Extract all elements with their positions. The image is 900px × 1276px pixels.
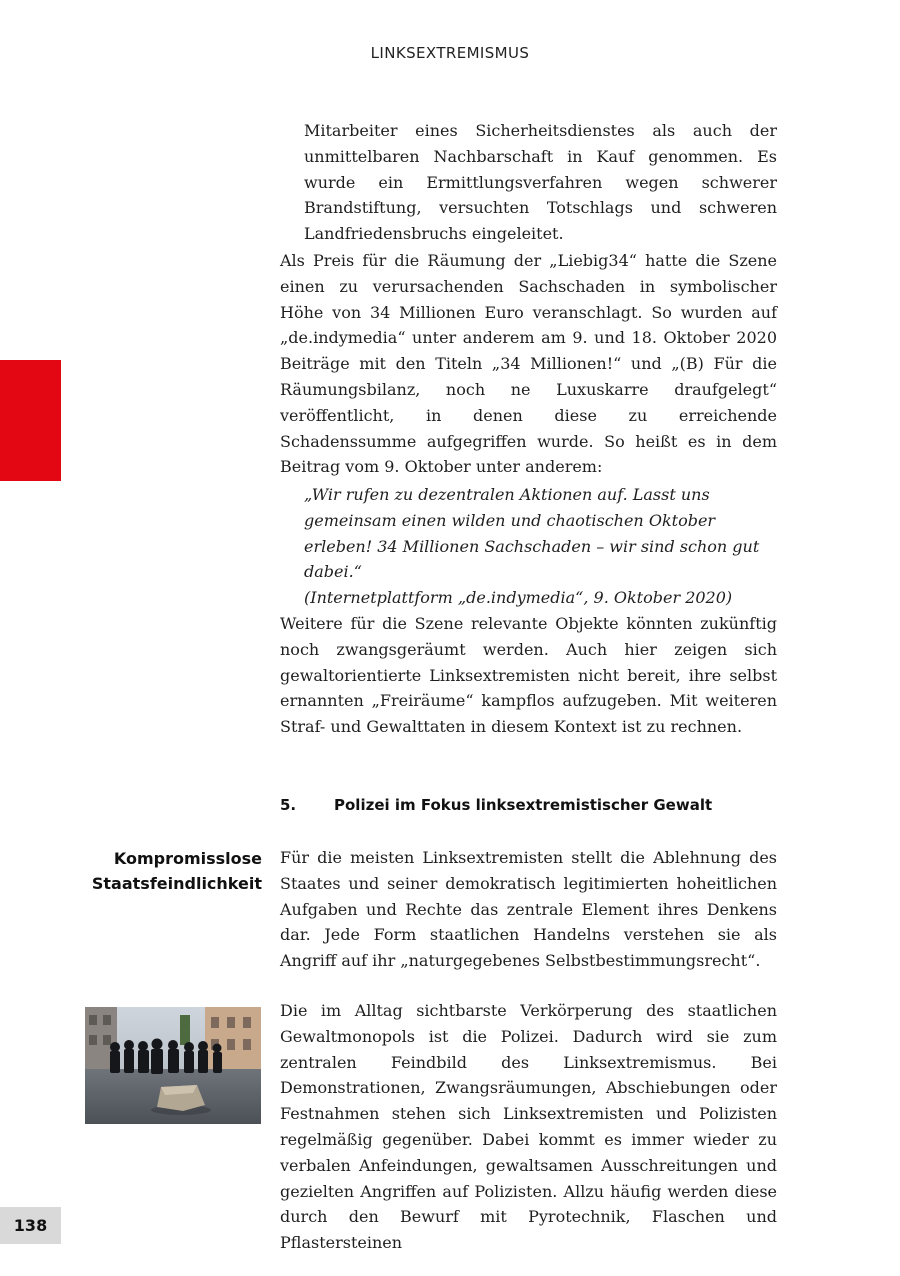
police-photo-illustration bbox=[85, 1007, 261, 1124]
paragraph-staatsfeindlichkeit: Für die meisten Linksextremisten stellt die Ablehnung des Staates und seiner demokratisch legitimierten hoheitlichen Aufgaben und Rechte das zentrale Element ihres Denkens dar. Jede Form staatlichen Handelns verstehen sie als Angriff auf ihr „naturgegebenes Selbstbestimmungsrecht“. bbox=[280, 848, 777, 971]
margin-note-line1: Kompromisslose bbox=[113, 849, 262, 868]
page-number: 138 bbox=[0, 1207, 61, 1244]
section-number: 5. bbox=[280, 796, 297, 814]
quote-source: (Internetplattform „de.indymedia“, 9. Oktober 2020) bbox=[304, 588, 733, 608]
paragraph-polizei: Die im Alltag sichtbarste Verkörperung des staatlichen Gewaltmonopols ist die Polizei. Dadurch wird sie zum zentralen Feindbild des Linksextremismus. Bei Demonstrationen, Zwangsräumungen, Abschiebungen oder Festnahmen stehen sich Linksextremisten und Polizisten regelmäßig gegenüber. Dabei kommt es immer wieder zu verbalen Anfeindungen, gewaltsamen Ausschreitungen und gezielten Angriffen auf Polizisten. Allzu häufig werden diese durch den Bewurf mit Pyrotechnik, Flaschen und Pflastersteinen bbox=[280, 1001, 777, 1253]
block-quote bbox=[304, 482, 777, 611]
paragraph-weitere: Weitere für die Szene relevante Objekte könnten zukünftig noch zwangsgeräumt werden. Auch hier zeigen sich gewaltorientierte Linksextremisten nicht bereit, ihre selbst ernannten „Freiräume“ kampflos aufzugeben. Mit weiteren Straf- und Gewalttaten in diesem Kontext ist zu rechnen. bbox=[280, 614, 777, 737]
section-heading bbox=[280, 796, 777, 814]
police-photo bbox=[85, 1007, 261, 1124]
section-title: Polizei im Fokus linksextremistischer Gewalt bbox=[334, 796, 713, 814]
quote-text: „Wir rufen zu dezentralen Aktionen auf. Lasst uns gemeinsam einen wilden und chaotischen Oktober erleben! 34 Millionen Sachschaden – wir sind schon gut dabei.“ bbox=[304, 485, 760, 582]
chapter-color-tab bbox=[0, 360, 61, 481]
paragraph-liebig34: Als Preis für die Räumung der „Liebig34“ hatte die Szene einen zu verursachenden Sachschaden in symbolischer Höhe von 34 Millionen Euro veranschlagt. So wurden auf „de.indymedia“ unter anderem am 9. und 18. Oktober 2020 Beiträge mit den Titeln „34 Millionen!“ und „(B) Für die Räumungsbilanz, noch ne Luxuskarre draufgelegt“ veröffentlicht, in denen diese zu erreichende Schadenssumme aufgegriffen wurde. So heißt es in dem Beitrag vom 9. Oktober unter anderem: bbox=[280, 251, 777, 477]
running-head: LINKSEXTREMISMUS bbox=[370, 44, 530, 62]
paragraph-continuation: Mitarbeiter eines Sicherheitsdienstes als auch der unmittelbaren Nachbarschaft in Kauf genommen. Es wurde ein Ermittlungsverfahren wegen schwerer Brandstiftung, versuchten Totschlags und schweren Landfriedensbruchs eingeleitet. bbox=[304, 121, 777, 244]
margin-note-line2: Staatsfeindlichkeit bbox=[91, 874, 262, 893]
margin-note bbox=[84, 846, 262, 896]
